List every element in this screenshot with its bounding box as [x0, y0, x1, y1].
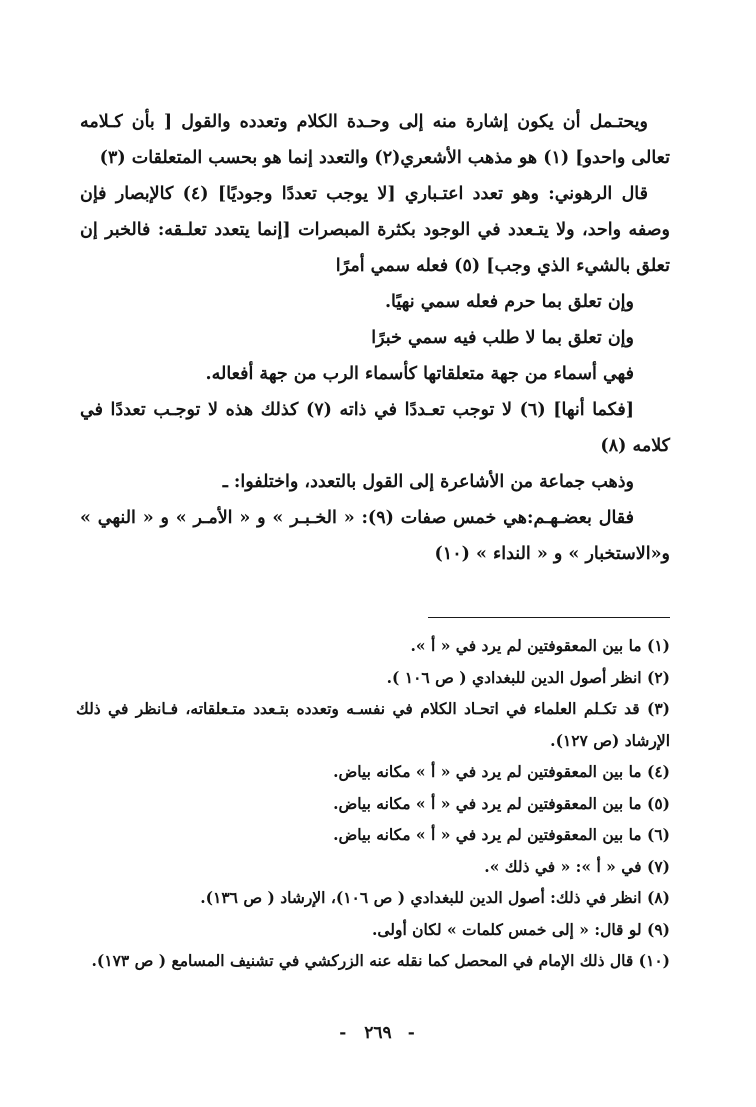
paragraph-7: وذهب جماعة من الأشاعرة إلى القول بالتعدد، واختلفوا: ـ — [222, 472, 634, 492]
page-number: ٢٦٩ — [364, 1023, 392, 1043]
footnote-divider — [428, 617, 670, 618]
footnote-10: (١٠) قال ذلك الإمام في المحصل كما نقله عنه الزركشي في تشنيف المسامع ( ص ١٧٣). — [91, 951, 670, 970]
footnotes-block — [76, 630, 670, 977]
footnote-5: (٥) ما بين المعقوفتين لم يرد في « أ » مكانه بياض. — [333, 793, 670, 813]
footnote-2: (٢) انظر أصول الدين للبغدادي ( ص ١٠٦ ). — [386, 667, 670, 687]
page-number-dash-left: - — [407, 1023, 417, 1043]
paragraph-8: فقال بعضـهـم:هي خمس صفات (٩): « الخـبـر » و « الأمـر » و « النهي » و«الاستخبار » و « النداء » (١٠) — [80, 508, 670, 564]
paragraph-6: [فكما أنها] (٦) لا توجب تعـددًا في ذاته (٧) كذلك هذه لا توجـب تعددًا في كلامه (٨) — [80, 400, 670, 456]
footnote-8: (٨) انظر في ذلك: أصول الدين للبغدادي ( ص ١٠٦)، الإرشاد ( ص ١٣٦). — [200, 888, 670, 907]
paragraph-5: فهي أسماء من جهة متعلقاتها كأسماء الرب من جهة أفعاله. — [205, 364, 634, 384]
main-text-block — [80, 104, 670, 572]
paragraph-4: وإن تعلق بما لا طلب فيه سمي خبرًا — [371, 328, 634, 348]
footnote-1: (١) ما بين المعقوفتين لم يرد في « أ ». — [410, 636, 670, 655]
paragraph-1: ويحتـمل أن يكون إشارة منه إلى وحـدة الكلام وتعدده والقول [ بأن كـلامه تعالى واحدو] (١) هو مذهب الأشعري(٢) والتعدد إنما هو بحسب المتعلقات (٣) — [80, 112, 670, 168]
footnote-7: (٧) في « أ »: « في ذلك ». — [484, 856, 670, 876]
page-number-footer — [0, 1023, 756, 1043]
footnote-6: (٦) ما بين المعقوفتين لم يرد في « أ » مكانه بياض. — [333, 825, 670, 844]
footnote-9: (٩) لو قال: « إلى خمس كلمات » لكان أولى. — [371, 919, 670, 939]
paragraph-2: قال الرهوني: وهو تعدد اعتـباري [لا يوجب تعددًا وجوديًا] (٤) كالإبصار فإن وصفه واحد، ولا يتـعدد في الوجود بكثرة المبصرات [إنما يتعدد تعلـقه: فالخبر إن تعلق بالشيء الذي وجب] (٥) فعله سمي أمرًا — [80, 184, 670, 276]
page-number-dash-right: - — [339, 1023, 349, 1043]
footnote-3: (٣) قد تكـلم العلماء في اتحـاد الكلام في نفسـه وتعدده بتـعدد متـعلقاته، فـانظر في ذلك الإرشاد (ص ١٢٧). — [76, 699, 670, 750]
paragraph-3: وإن تعلق بما حرم فعله سمي نهيًا. — [384, 292, 634, 312]
footnote-4: (٤) ما بين المعقوفتين لم يرد في « أ » مكانه بياض. — [333, 762, 670, 781]
